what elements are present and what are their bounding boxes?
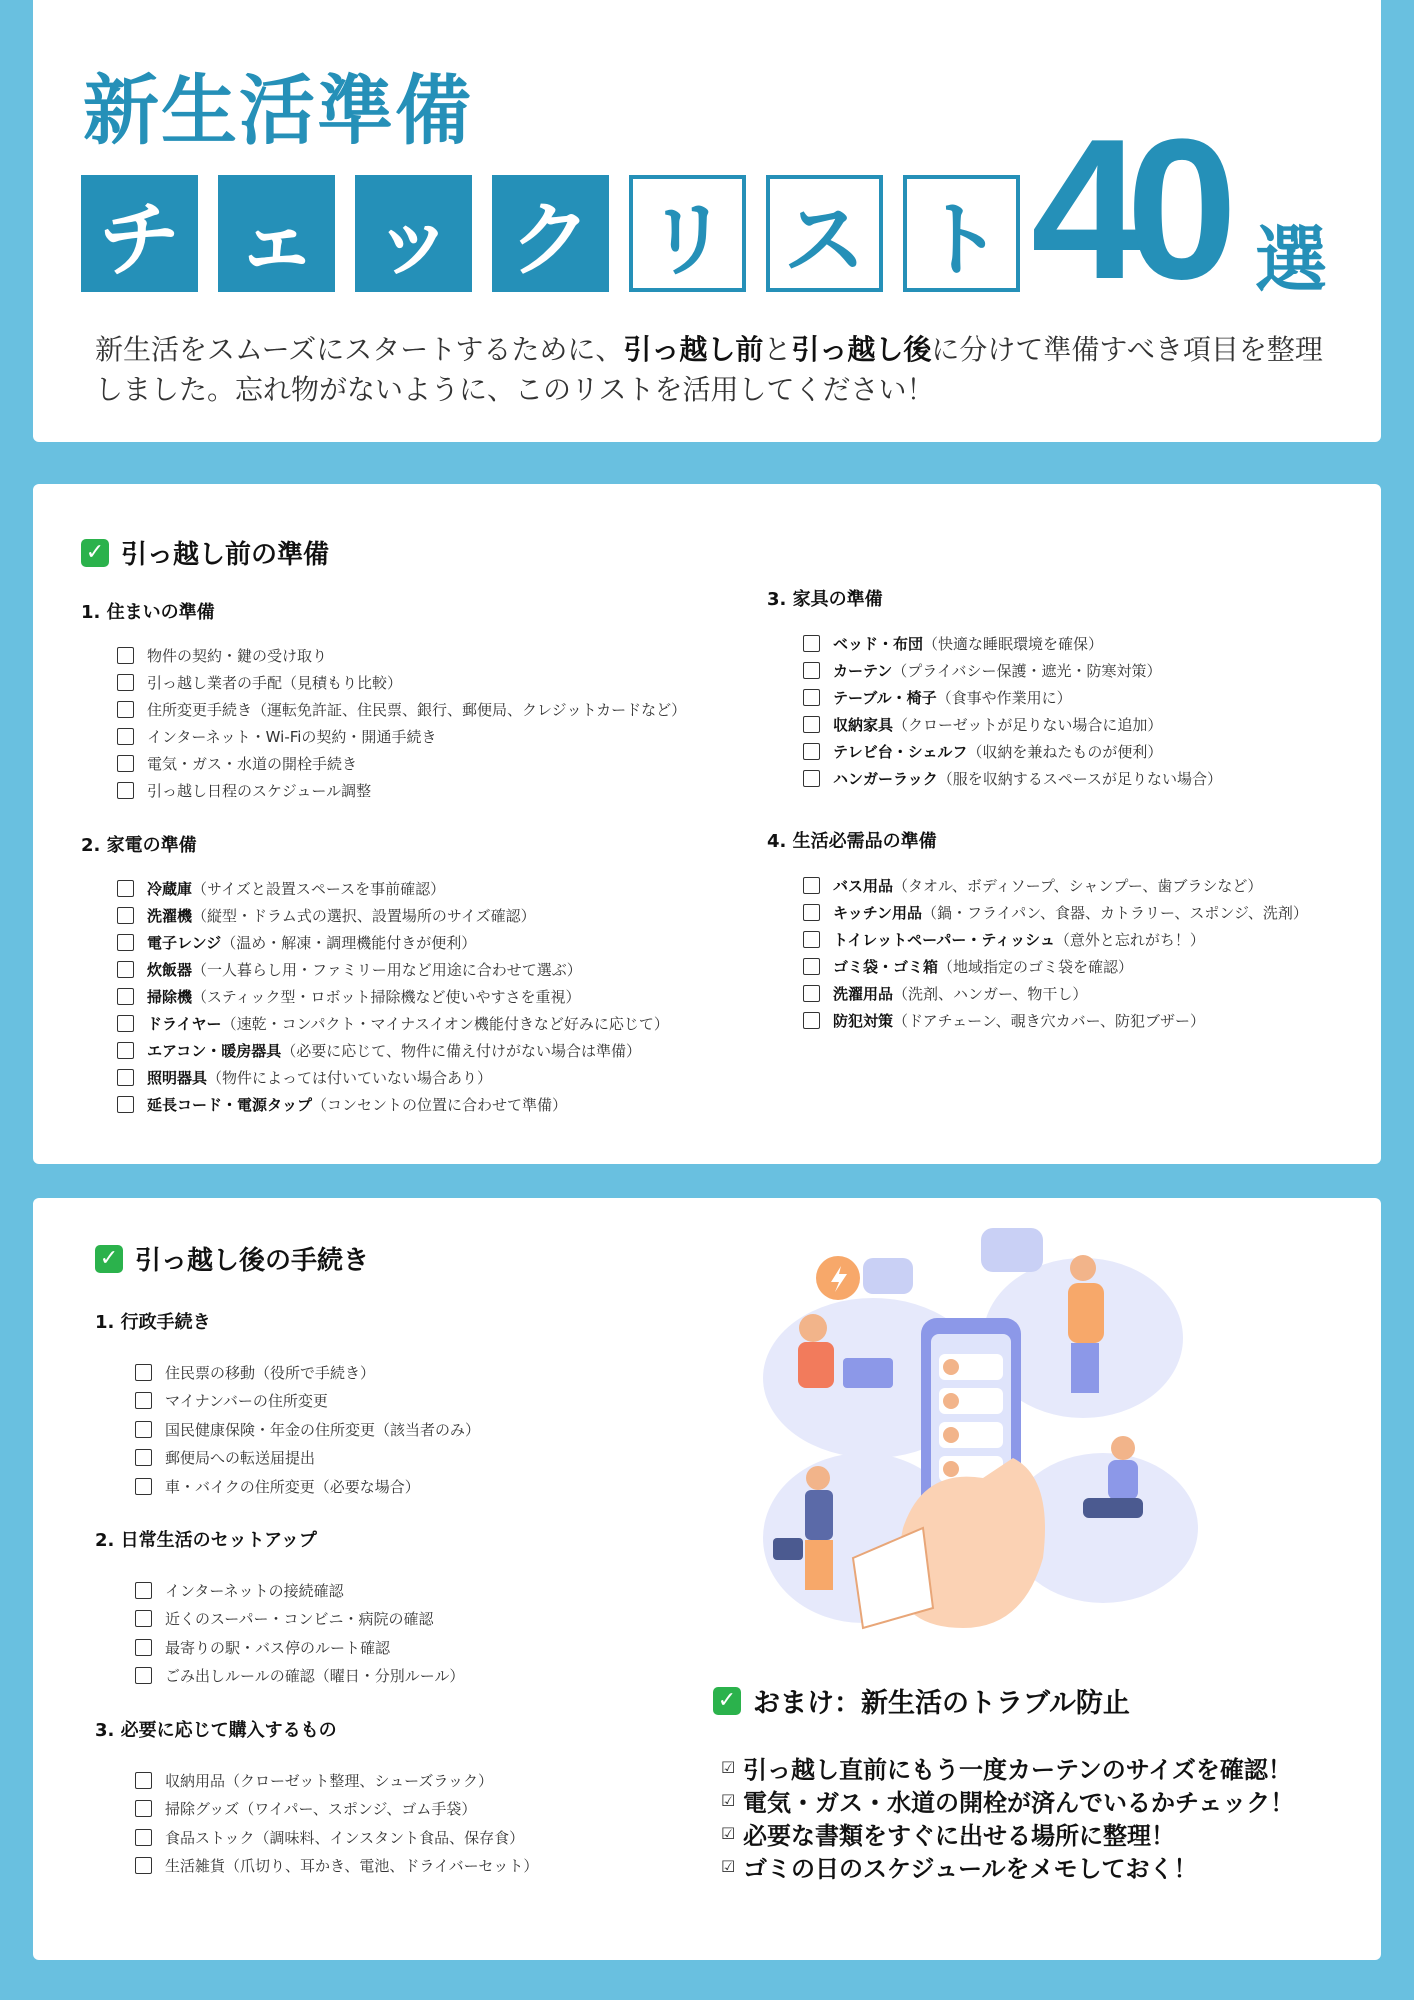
checkbox[interactable]	[117, 647, 134, 664]
checkbox[interactable]	[135, 1449, 152, 1466]
list-item[interactable]: ゴミ袋・ゴミ箱 （地域指定のゴミ袋を確認）	[803, 953, 1308, 980]
list-item[interactable]: 炊飯器 （一人暮らし用・ファミリー用など用途に合わせて選ぶ）	[117, 956, 669, 983]
kata-tile-3: ッ	[355, 175, 472, 292]
list-item[interactable]: 照明器具 （物件によっては付いていない場合あり）	[117, 1064, 669, 1091]
checkbox[interactable]	[117, 701, 134, 718]
furniture-list	[803, 630, 1222, 792]
checkbox[interactable]	[135, 1800, 152, 1817]
purchase-list	[135, 1766, 538, 1880]
checkbox[interactable]	[135, 1582, 152, 1599]
checkbox[interactable]	[803, 770, 820, 787]
katakana-tiles	[81, 175, 1040, 292]
list-item[interactable]: 掃除機 （スティック型・ロボット掃除機など使いやすさを重視）	[117, 983, 669, 1010]
checkbox[interactable]	[117, 934, 134, 951]
checkbox[interactable]	[117, 1069, 134, 1086]
list-item[interactable]: 住民票の移動（役所で手続き）	[135, 1358, 480, 1387]
housing-list	[117, 642, 686, 804]
checkbox[interactable]	[803, 1012, 820, 1029]
list-item[interactable]: 郵便局への転送届提出	[135, 1444, 480, 1473]
list-item[interactable]: 収納用品（クローゼット整理、シューズラック）	[135, 1766, 538, 1795]
list-item[interactable]: 掃除グッズ（ワイパー、スポンジ、ゴム手袋）	[135, 1795, 538, 1824]
after-moving-card	[33, 1198, 1381, 1960]
list-item[interactable]: 生活雑貨（爪切り、耳かき、電池、ドライバーセット）	[135, 1852, 538, 1881]
title-number: 40	[1031, 98, 1222, 321]
list-item[interactable]: 電子レンジ （温め・解凍・調理機能付きが便利）	[117, 929, 669, 956]
checkbox[interactable]	[117, 880, 134, 897]
checkbox[interactable]	[135, 1857, 152, 1874]
checkbox[interactable]	[135, 1392, 152, 1409]
list-item[interactable]: 引っ越し業者の手配（見積もり比較）	[117, 669, 686, 696]
checkbox[interactable]	[803, 716, 820, 733]
bonus-heading: ✓ おまけ：新生活のトラブル防止	[713, 1681, 1130, 1720]
checkbox[interactable]	[803, 635, 820, 652]
checkbox[interactable]	[117, 1015, 134, 1032]
checkbox[interactable]	[135, 1772, 152, 1789]
intro-text: 新生活をスムーズにスタートするために、引っ越し前と引っ越し後に分けて準備すべき項目を整理しました。忘れ物がないように、このリストを活用してください！	[95, 333, 1323, 406]
essentials-heading: 4. 生活必需品の準備	[767, 831, 937, 852]
checkbox[interactable]	[117, 755, 134, 772]
title-sen: 選	[1255, 218, 1328, 302]
kata-tile-6: ス	[766, 175, 883, 292]
before-moving-card	[33, 484, 1381, 1164]
list-item[interactable]: 洗濯用品 （洗剤、ハンガー、物干し）	[803, 980, 1308, 1007]
list-item[interactable]: カーテン （プライバシー保護・遮光・防寒対策）	[803, 657, 1222, 684]
list-item[interactable]: ドライヤー （速乾・コンパクト・マイナスイオン機能付きなど好みに応じて）	[117, 1010, 669, 1037]
furniture-heading: 3. 家具の準備	[767, 589, 883, 610]
after-section-heading: ✓ 引っ越し後の手続き	[95, 1240, 369, 1277]
essentials-list	[803, 872, 1308, 1034]
list-item[interactable]: マイナンバーの住所変更	[135, 1387, 480, 1416]
list-item[interactable]: インターネットの接続確認	[135, 1576, 464, 1605]
checkbox[interactable]	[803, 985, 820, 1002]
daily-list	[135, 1576, 464, 1690]
list-item[interactable]: 防犯対策 （ドアチェーン、覗き穴カバー、防犯ブザー）	[803, 1007, 1308, 1034]
purchase-heading: 3. 必要に応じて購入するもの	[95, 1720, 337, 1741]
list-item[interactable]: テレビ台・シェルフ （収納を兼ねたものが便利）	[803, 738, 1222, 765]
checkbox[interactable]	[117, 728, 134, 745]
list-item[interactable]: ごみ出しルールの確認（曜日・分別ルール）	[135, 1662, 464, 1691]
list-item[interactable]: 車・バイクの住所変更（必要な場合）	[135, 1472, 480, 1501]
list-item[interactable]: 国民健康保険・年金の住所変更（該当者のみ）	[135, 1415, 480, 1444]
ballot-check-icon: ☑	[721, 1824, 736, 1843]
checkbox[interactable]	[117, 988, 134, 1005]
checkbox[interactable]	[135, 1829, 152, 1846]
kata-tile-5: リ	[629, 175, 746, 292]
list-item[interactable]: 物件の契約・鍵の受け取り	[117, 642, 686, 669]
green-check-icon: ✓	[95, 1245, 123, 1273]
checkbox[interactable]	[135, 1667, 152, 1684]
kata-tile-1: チ	[81, 175, 198, 292]
checkbox[interactable]	[117, 1042, 134, 1059]
checkbox[interactable]	[803, 662, 820, 679]
list-item[interactable]: ハンガーラック （服を収納するスペースが足りない場合）	[803, 765, 1222, 792]
housing-heading: 1. 住まいの準備	[81, 602, 215, 623]
checkbox[interactable]	[803, 743, 820, 760]
appliances-list	[117, 875, 669, 1118]
checkbox[interactable]	[117, 782, 134, 799]
before-section-heading: ✓ 引っ越し前の準備	[81, 534, 329, 571]
list-item: ☑ 必要な書類をすぐに出せる場所に整理！	[721, 1822, 1175, 1850]
list-item[interactable]: 食品ストック（調味料、インスタント食品、保存食）	[135, 1823, 538, 1852]
list-item[interactable]: インターネット・Wi-Fiの契約・開通手続き	[117, 723, 686, 750]
list-item[interactable]: テーブル・椅子 （食事や作業用に）	[803, 684, 1222, 711]
header-card	[33, 0, 1381, 442]
checkbox[interactable]	[803, 877, 820, 894]
list-item[interactable]: ベッド・布団 （快適な睡眠環境を確保）	[803, 630, 1222, 657]
smartphone-people-illustration	[753, 1228, 1213, 1648]
appliances-heading: 2. 家電の準備	[81, 835, 197, 856]
ballot-check-icon: ☑	[721, 1857, 736, 1876]
list-item[interactable]: キッチン用品 （鍋・フライパン、食器、カトラリー、スポンジ、洗剤）	[803, 899, 1308, 926]
green-check-icon: ✓	[81, 539, 109, 567]
checkbox[interactable]	[803, 931, 820, 948]
list-item[interactable]: 収納家具 （クローゼットが足りない場合に追加）	[803, 711, 1222, 738]
kata-tile-7: ト	[903, 175, 1020, 292]
checkbox[interactable]	[803, 958, 820, 975]
checkbox[interactable]	[117, 961, 134, 978]
ballot-check-icon: ☑	[721, 1791, 736, 1810]
checkbox[interactable]	[117, 907, 134, 924]
checkbox[interactable]	[135, 1610, 152, 1627]
list-item[interactable]: 電気・ガス・水道の開栓手続き	[117, 750, 686, 777]
checkbox[interactable]	[135, 1364, 152, 1381]
checkbox[interactable]	[117, 674, 134, 691]
checkbox[interactable]	[803, 904, 820, 921]
list-item: ☑ ゴミの日のスケジュールをメモしておく！	[721, 1855, 1198, 1883]
daily-heading: 2. 日常生活のセットアップ	[95, 1530, 317, 1551]
list-item[interactable]: バス用品 （タオル、ボディソープ、シャンプー、歯ブラシなど）	[803, 872, 1308, 899]
list-item: ☑ 電気・ガス・水道の開栓が済んでいるかチェック！	[721, 1789, 1295, 1817]
checkbox[interactable]	[135, 1478, 152, 1495]
kata-tile-4: ク	[492, 175, 609, 292]
list-item[interactable]: 近くのスーパー・コンビニ・病院の確認	[135, 1605, 464, 1634]
page-title: 新生活準備	[83, 66, 473, 155]
checkbox[interactable]	[135, 1639, 152, 1656]
checkbox[interactable]	[135, 1421, 152, 1438]
list-item[interactable]: エアコン・暖房器具 （必要に応じて、物件に備え付けがない場合は準備）	[117, 1037, 669, 1064]
list-item[interactable]: 洗濯機 （縦型・ドラム式の選択、設置場所のサイズ確認）	[117, 902, 669, 929]
checkbox[interactable]	[803, 689, 820, 706]
green-check-icon: ✓	[713, 1687, 741, 1715]
ballot-check-icon: ☑	[721, 1758, 736, 1777]
bonus-list	[721, 1751, 1294, 1883]
list-item[interactable]: トイレットペーパー・ティッシュ （意外と忘れがち！）	[803, 926, 1308, 953]
list-item[interactable]: 住所変更手続き（運転免許証、住民票、銀行、郵便局、クレジットカードなど）	[117, 696, 686, 723]
admin-heading: 1. 行政手続き	[95, 1312, 211, 1333]
kata-tile-2: ェ	[218, 175, 335, 292]
list-item[interactable]: 引っ越し日程のスケジュール調整	[117, 777, 686, 804]
list-item[interactable]: 最寄りの駅・バス停のルート確認	[135, 1633, 464, 1662]
admin-list	[135, 1358, 480, 1501]
list-item[interactable]: 延長コード・電源タップ （コンセントの位置に合わせて準備）	[117, 1091, 669, 1118]
list-item: ☑ 引っ越し直前にもう一度カーテンのサイズを確認！	[721, 1756, 1292, 1784]
list-item[interactable]: 冷蔵庫 （サイズと設置スペースを事前確認）	[117, 875, 669, 902]
checkbox[interactable]	[117, 1096, 134, 1113]
